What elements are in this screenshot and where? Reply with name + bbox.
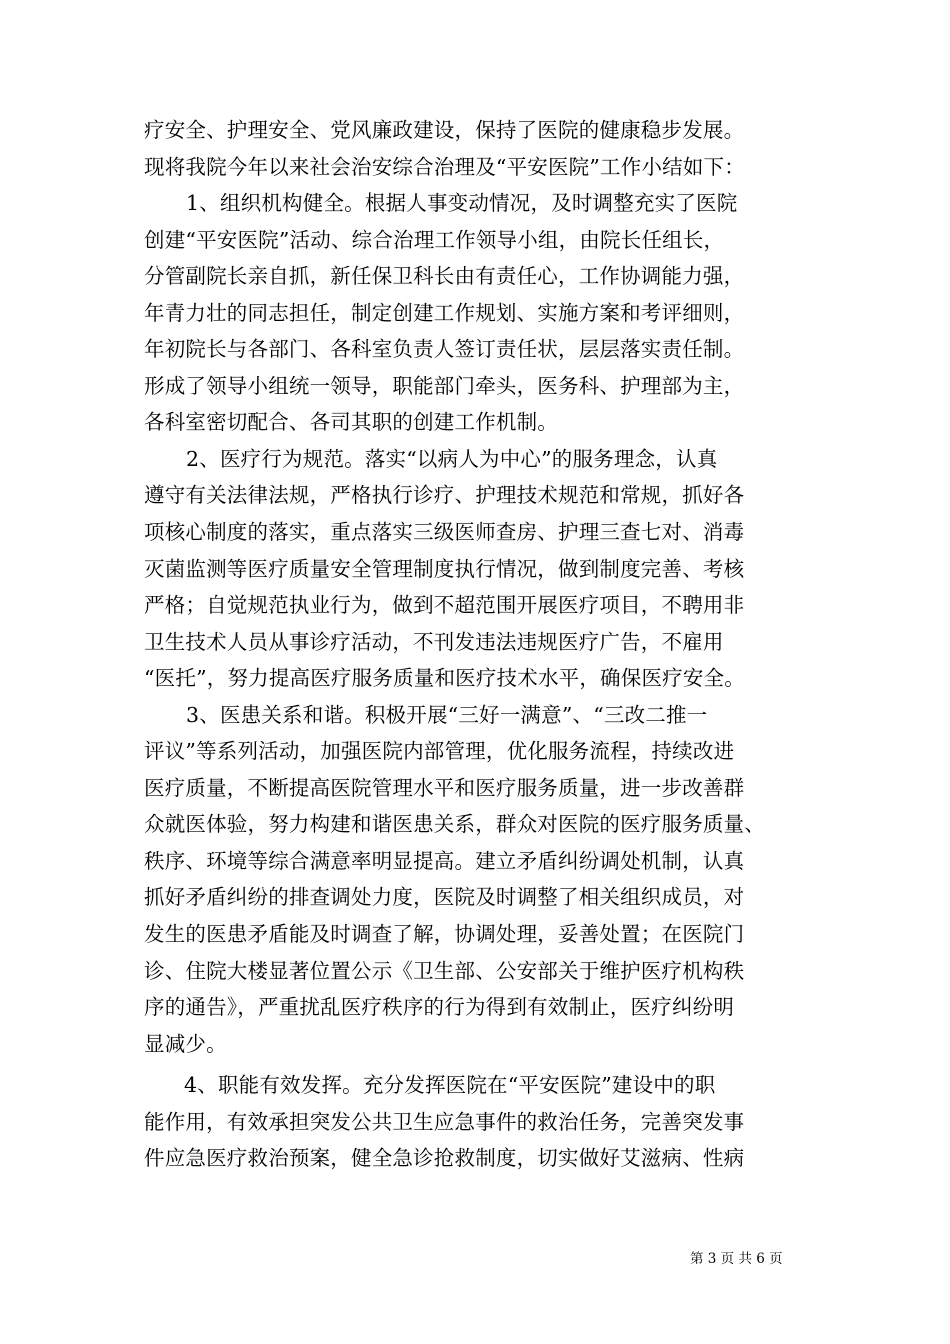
paragraph-4-start: 4、职能有效发挥。充分发挥医院在“平安医院”建设中的职 <box>184 1073 716 1098</box>
text-line: 显减少。 <box>144 1031 227 1056</box>
text-line: 年初院长与各部门、各科室负责人签订责任状，层层落实责任制。 <box>144 337 745 362</box>
text-line: 严格；自觉规范执业行为，做到不超范围开展医疗项目，不聘用非 <box>144 593 745 618</box>
text-line: 抓好矛盾纠纷的排查调处力度，医院及时调整了相关组织成员，对 <box>144 885 745 910</box>
text-line: 现将我院今年以来社会治安综合治理及“平安医院”工作小结如下： <box>144 154 745 179</box>
paragraph-1-start: 1、组织机构健全。根据人事变动情况，及时调整充实了医院 <box>186 191 738 216</box>
paragraph-2-start: 2、医疗行为规范。落实“以病人为中心”的服务理念，认真 <box>186 446 718 471</box>
document-body <box>144 112 824 1177</box>
text-line: 诊、住院大楼显著位置公示《卫生部、公安部关于维护医疗机构秩 <box>144 958 745 983</box>
text-line: 医疗质量，不断提高医院管理水平和医疗服务质量，进一步改善群 <box>144 775 745 800</box>
text-line: 卫生技术人员从事诊疗活动，不刊发违法违规医疗广告，不雇用 <box>144 629 724 654</box>
text-line: 遵守有关法律法规，严格执行诊疗、护理技术规范和常规，抓好各 <box>144 483 745 508</box>
text-line: 项核心制度的落实，重点落实三级医师查房、护理三查七对、消毒 <box>144 520 745 545</box>
page-number-footer: 第 3 页 共 6 页 <box>690 1251 783 1267</box>
text-line: 灭菌监测等医疗质量安全管理制度执行情况，做到制度完善、考核 <box>144 556 745 581</box>
text-line: “医托”，努力提高医疗服务质量和医疗技术水平，确保医疗安全。 <box>144 666 745 691</box>
text-line: 形成了领导小组统一领导，职能部门牵头，医务科、护理部为主， <box>144 373 745 398</box>
text-line: 秩序、环境等综合满意率明显提高。建立矛盾纠纷调处机制，认真 <box>144 848 745 873</box>
text-line: 件应急医疗救治预案，健全急诊抢救制度，切实做好艾滋病、性病 <box>144 1146 745 1171</box>
text-line: 创建“平安医院”活动、综合治理工作领导小组，由院长任组长， <box>144 227 725 252</box>
text-line: 序的通告》，严重扰乱医疗秩序的行为得到有效制止，医疗纠纷明 <box>144 995 735 1020</box>
text-line: 评议”等系列活动，加强医院内部管理，优化服务流程，持续改进 <box>144 739 735 764</box>
text-line: 众就医体验，努力构建和谐医患关系，群众对医院的医疗服务质量、 <box>144 812 765 837</box>
text-line: 疗安全、护理安全、党风廉政建设，保持了医院的健康稳步发展。 <box>144 118 745 142</box>
text-line: 发生的医患矛盾能及时调查了解，协调处理，妥善处置；在医院门 <box>144 922 745 947</box>
text-line: 能作用，有效承担突发公共卫生应急事件的救治任务，完善突发事 <box>144 1109 745 1134</box>
paragraph-3-start: 3、医患关系和谐。积极开展“三好一满意”、“三改二推一 <box>186 702 708 727</box>
text-line: 年青力壮的同志担任，制定创建工作规划、实施方案和考评细则， <box>144 300 745 325</box>
text-line: 分管副院长亲自抓，新任保卫科长由有责任心，工作协调能力强， <box>144 264 745 289</box>
text-line: 各科室密切配合、各司其职的创建工作机制。 <box>144 410 558 435</box>
